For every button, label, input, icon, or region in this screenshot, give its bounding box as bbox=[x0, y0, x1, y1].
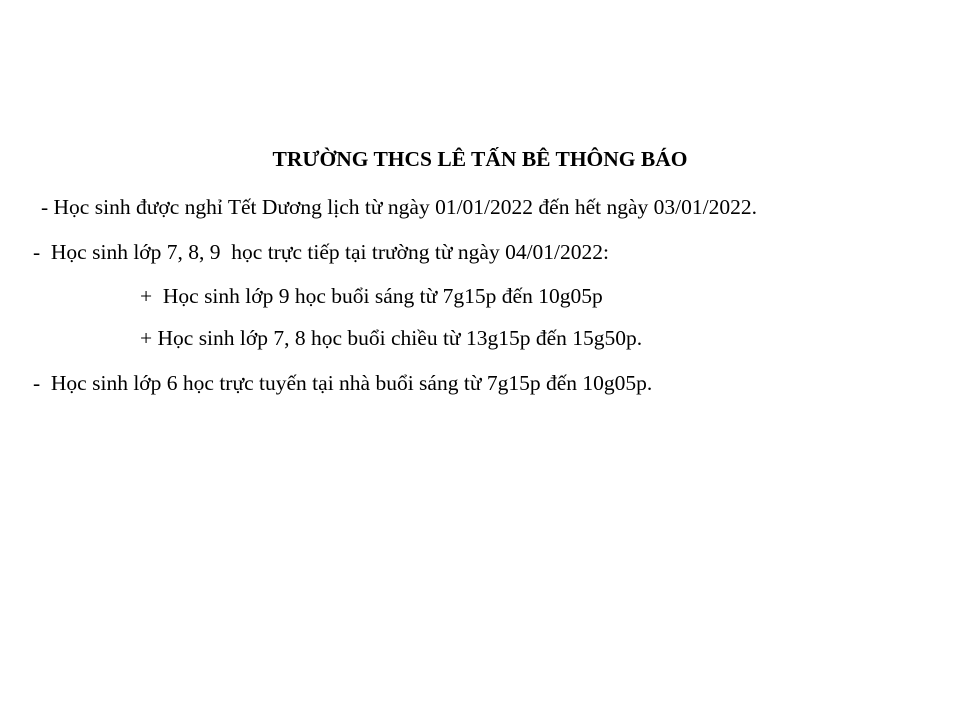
announcement-subline-grades-7-8: + Học sinh lớp 7, 8 học buổi chiều từ 13g15p đến 15g50p. bbox=[140, 326, 643, 350]
announcement-line-grades-7-8-9: - Học sinh lớp 7, 8, 9 học trực tiếp tại trường từ ngày 04/01/2022: bbox=[33, 240, 610, 264]
announcement-line-holiday: - Học sinh được nghỉ Tết Dương lịch từ ngày 01/01/2022 đến hết ngày 03/01/2022. bbox=[41, 195, 757, 219]
announcement-title: TRƯỜNG THCS LÊ TẤN BÊ THÔNG BÁO bbox=[272, 147, 688, 171]
announcement-line-grade-6: - Học sinh lớp 6 học trực tuyến tại nhà buổi sáng từ 7g15p đến 10g05p. bbox=[33, 371, 653, 395]
announcement-subline-grade-9: + Học sinh lớp 9 học buổi sáng từ 7g15p đến 10g05p bbox=[140, 284, 603, 308]
